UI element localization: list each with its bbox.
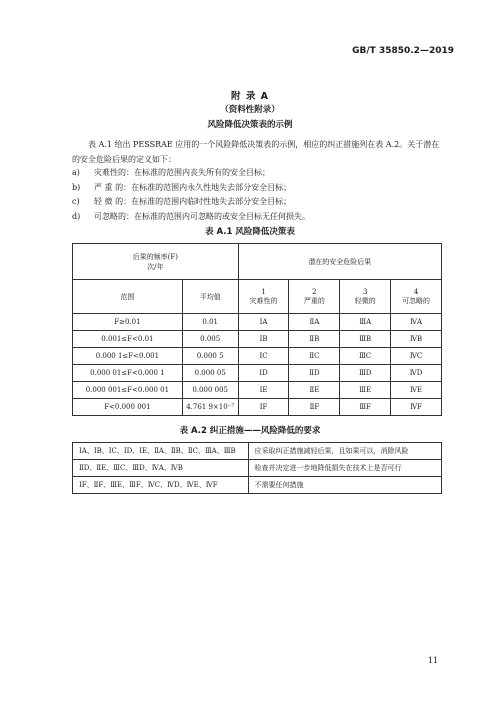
table-row: 0.000 001≤F<0.000 01 0.000 005 ⅠE ⅡE ⅢE ⅣE [73,382,442,399]
appendix-title: 附 录 A [231,91,269,102]
definition-list [72,166,310,224]
risk-decision-table [72,243,442,416]
table-row: 0.001≤F<0.01 0.005 ⅠB ⅡB ⅢB ⅣB [73,331,442,348]
table-row: ⅠA、ⅠB、ⅠC、ⅠD、ⅠE、ⅡA、ⅡB、ⅡC、ⅢA、ⅢB 应采取纠正措施减轻后果，且如果可以，消除风险 [73,443,442,460]
corrective-action-table [72,442,442,494]
table-row: ⅡD、ⅡE、ⅢC、ⅢD、ⅣA、ⅣB 检查并决定进一步地降低损失在技术上是否可行 [73,460,442,477]
level-1: 1 灾难性的 [238,280,289,314]
table-row: ⅠF、ⅡF、ⅢE、ⅢF、ⅣC、ⅣD、ⅣE、ⅣF 不需要任何措施 [73,477,442,494]
col-average: 平均值 [182,280,238,314]
standard-code: GB/T 35850.2—2019 [352,46,454,56]
definition-item: b) 严 重 的：在标准的范围内永久性地失去部分安全目标； [72,182,292,192]
definition-item: c) 轻 微 的：在标准的范围内临时性地失去部分安全目标； [72,197,292,206]
frequency-header: 后果的频率(F) 次/年 [73,244,239,280]
col-range: 范围 [73,280,183,314]
definition-item: a) 灾难性的：在标准的范围内丧失所有的安全目标； [72,168,270,177]
intro-paragraph: 表 A.1 给出 PESSRAE 应用的一个风险降低决策表的示例，相应的纠正措施列在表 A.2。关于潜在的安全危险后果的定义如下： [72,140,440,164]
page-number: 11 [427,656,438,665]
appendix-subtitle: （资料性附录） [220,105,280,115]
table-row: F≥0.01 0.01 ⅠA ⅡA ⅢA ⅣA [73,314,442,331]
definition-item: d) 可忽略的：在标准的范围内可忽略的或安全目标无任何损失。 [72,211,310,221]
table2-caption: 表 A.2 纠正措施——风险降低的要求 [179,426,321,436]
appendix-heading: 风险降低决策表的示例 [207,120,293,130]
table1-caption: 表 A.1 风险降低决策表 [205,227,295,237]
level-3: 3 轻微的 [340,280,391,314]
level-4: 4 可忽略的 [391,280,442,314]
table-row: 0.000 1≤F<0.001 0.000 5 ⅠC ⅡC ⅢC ⅣC [73,348,442,365]
consequence-header: 潜在的安全危险后果 [238,244,441,280]
table-row: F<0.000 001 4.761 9×10⁻⁷ ⅠF ⅡF ⅢF ⅣF [73,399,442,416]
table-row: 0.000 01≤F<0.000 1 0.000 05 ⅠD ⅡD ⅢD ⅣD [73,365,442,382]
level-2: 2 严重的 [289,280,340,314]
